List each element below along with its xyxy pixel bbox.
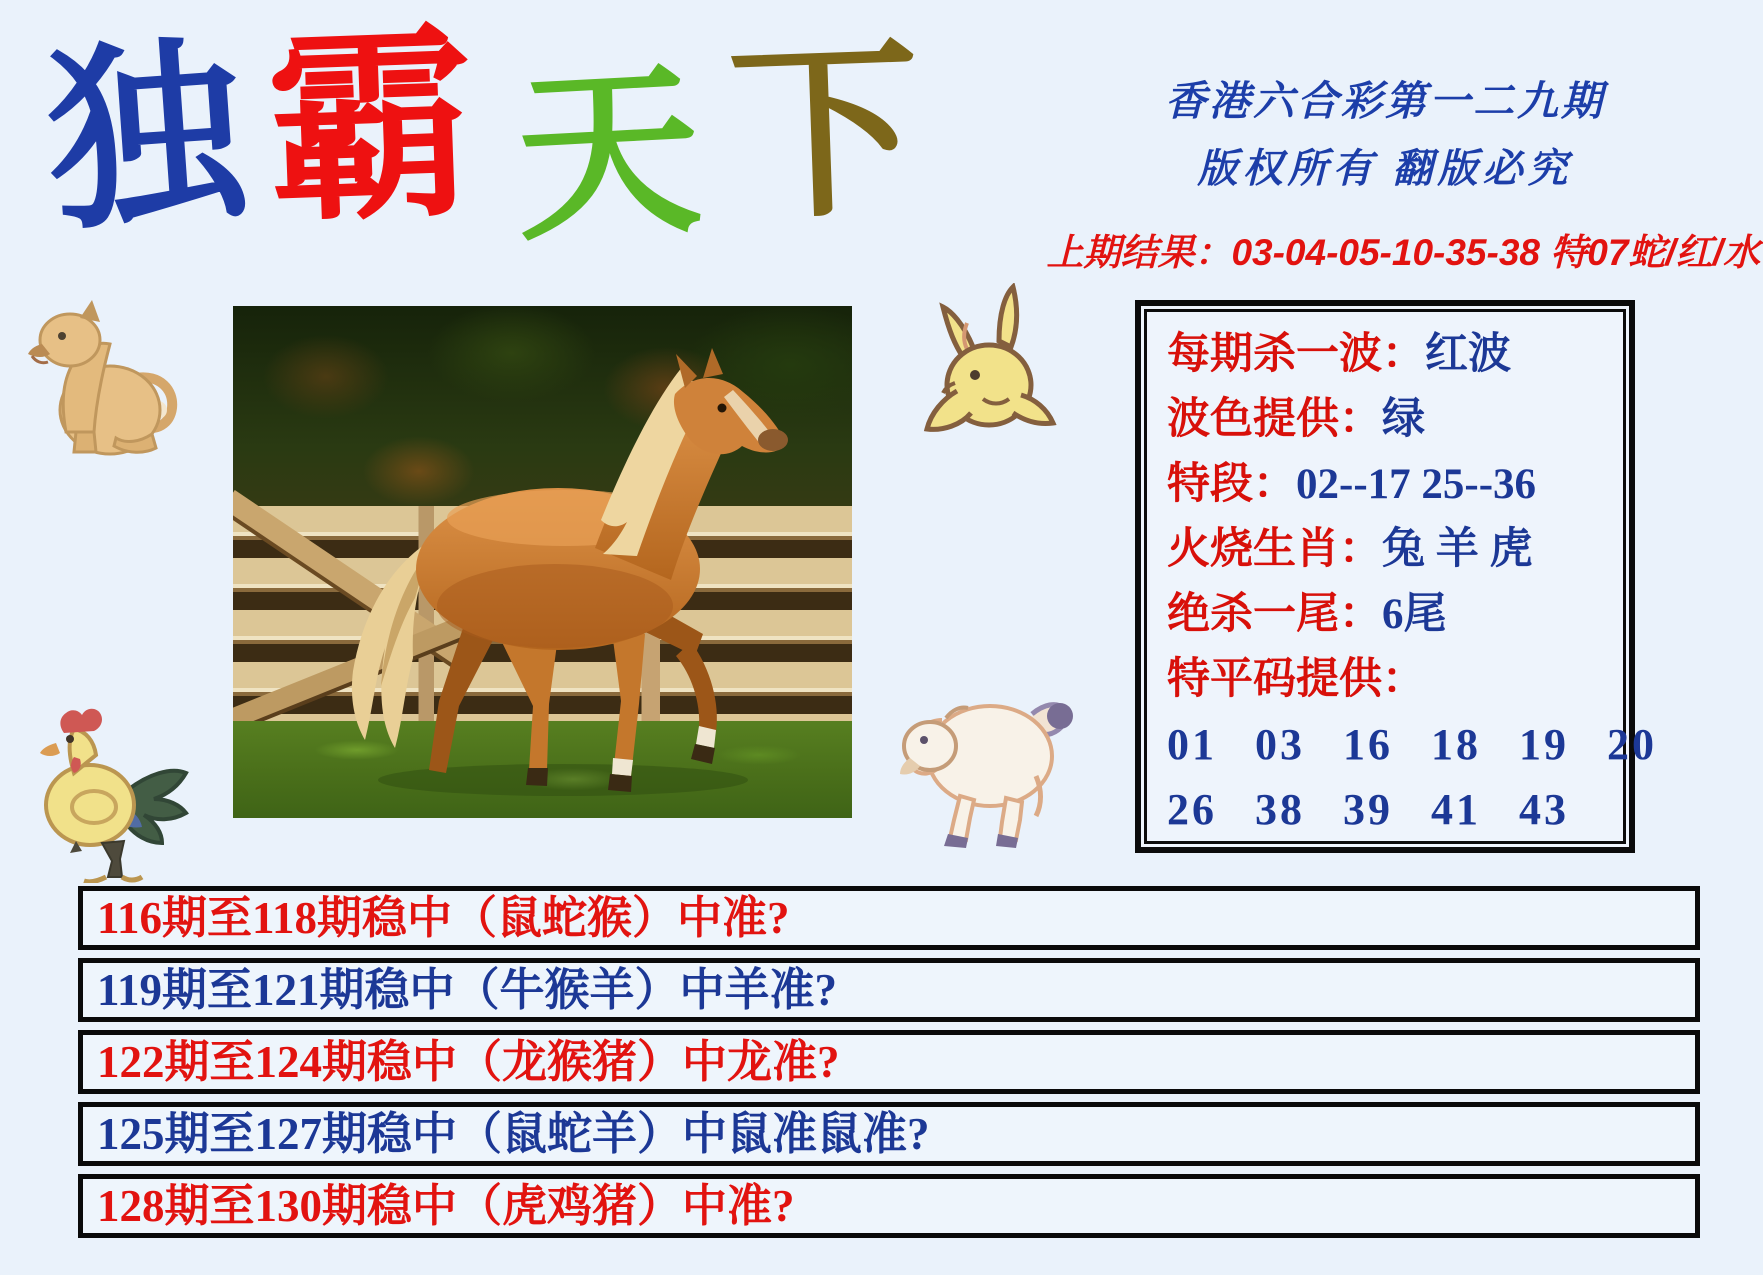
zodiac-rooster-illustration bbox=[28, 695, 198, 883]
tip-value: 绿 bbox=[1382, 396, 1425, 443]
tips-box-inner-border bbox=[1144, 309, 1657, 844]
prediction-row-116-118: 116期至118期稳中（鼠蛇猴）中准? bbox=[78, 886, 1700, 950]
tip-row-wave-color bbox=[1167, 387, 1623, 452]
prediction-row-128-130: 128期至130期稳中（虎鸡猪）中准? bbox=[78, 1174, 1700, 1238]
tip-value: 红波 bbox=[1425, 331, 1511, 378]
title-char-ba: 霸 bbox=[264, 10, 478, 247]
zodiac-ox-illustration bbox=[890, 658, 1082, 848]
tip-numbers-line-1: 01 03 16 18 19 20 bbox=[1167, 720, 1657, 769]
title-char-du: 独 bbox=[40, 24, 252, 255]
tip-row-kill-tail bbox=[1167, 582, 1623, 647]
tip-label: 绝杀一尾： bbox=[1167, 591, 1382, 638]
tip-row-special-range bbox=[1167, 452, 1623, 517]
tip-label: 特段： bbox=[1167, 461, 1296, 508]
tip-label: 每期杀一波： bbox=[1167, 331, 1425, 378]
tip-label: 火烧生肖： bbox=[1167, 526, 1382, 573]
tip-label: 特平码提供： bbox=[1167, 656, 1425, 703]
last-result-line: 上期结果：03-04-05-10-35-38 特07蛇/红/水 bbox=[1046, 232, 1760, 273]
tip-row-special-flat-codes bbox=[1167, 647, 1623, 712]
copyright-line: 版权所有 翻版必究 bbox=[1197, 146, 1573, 191]
tip-label: 波色提供： bbox=[1167, 396, 1382, 443]
tips-box bbox=[1135, 300, 1657, 853]
title-char-tian: 天 bbox=[510, 49, 706, 263]
tip-value: 02--17 25--36 bbox=[1296, 461, 1537, 508]
horse-illustration bbox=[233, 306, 852, 818]
issue-header bbox=[1040, 78, 1730, 192]
tip-row-kill-wave bbox=[1167, 322, 1623, 387]
tip-value: 兔 羊 虎 bbox=[1382, 526, 1533, 573]
tip-value: 6尾 bbox=[1382, 591, 1447, 638]
issue-number-line: 香港六合彩第一二九期 bbox=[1165, 78, 1605, 124]
tip-row-fire-zodiac bbox=[1167, 517, 1623, 582]
horse-photo bbox=[233, 306, 852, 818]
zodiac-dog-illustration bbox=[18, 282, 188, 472]
prediction-rows bbox=[78, 886, 1700, 1246]
prediction-row-125-127: 125期至127期稳中（鼠蛇羊）中鼠准鼠准? bbox=[78, 1102, 1700, 1166]
prediction-row-119-121: 119期至121期稳中（牛猴羊）中羊准? bbox=[78, 958, 1700, 1022]
title-char-xia: 下 bbox=[726, 26, 924, 244]
zodiac-rabbit-illustration bbox=[903, 283, 1075, 455]
tip-numbers-line-2: 26 38 39 41 43 bbox=[1167, 785, 1569, 834]
prediction-row-122-124: 122期至124期稳中（龙猴猪）中龙准? bbox=[78, 1030, 1700, 1094]
